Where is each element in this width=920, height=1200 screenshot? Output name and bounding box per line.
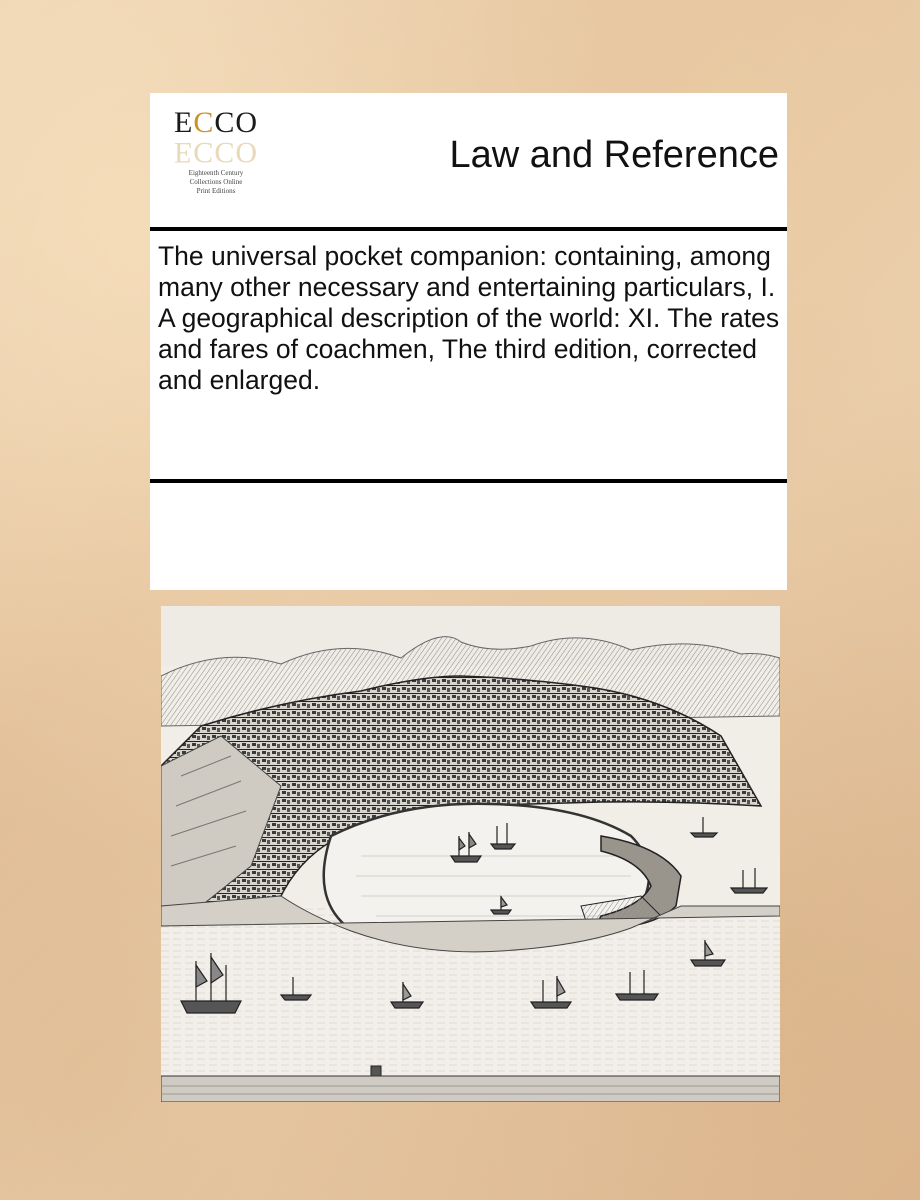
- logo-subtitle-line: Eighteenth Century: [188, 169, 244, 177]
- title-panel: [150, 93, 787, 590]
- foreground-shore: [161, 1076, 780, 1102]
- logo-subtitle-line: Collections Online: [189, 178, 243, 186]
- harbor-engraving: [161, 606, 780, 1102]
- ecco-logo: [168, 107, 264, 217]
- logo-wordmark: ECCO: [173, 106, 259, 139]
- logo-subtitle: [168, 169, 264, 196]
- logo-reflection: ECCO: [173, 136, 258, 169]
- top-divider: [150, 227, 787, 231]
- bottom-divider: [150, 479, 787, 483]
- logo-subtitle-line: Print Editions: [196, 187, 236, 195]
- harbor-engraving-art: [161, 606, 780, 1102]
- book-title: The universal pocket companion: containing, among many other necessary and entertaining particulars, I. A geographical description of the world: XI. The rates and fares of coachmen, The third edition, corrected and enlarged.: [158, 241, 780, 395]
- series-title: Law and Reference: [449, 134, 779, 176]
- cover-header: [150, 93, 787, 227]
